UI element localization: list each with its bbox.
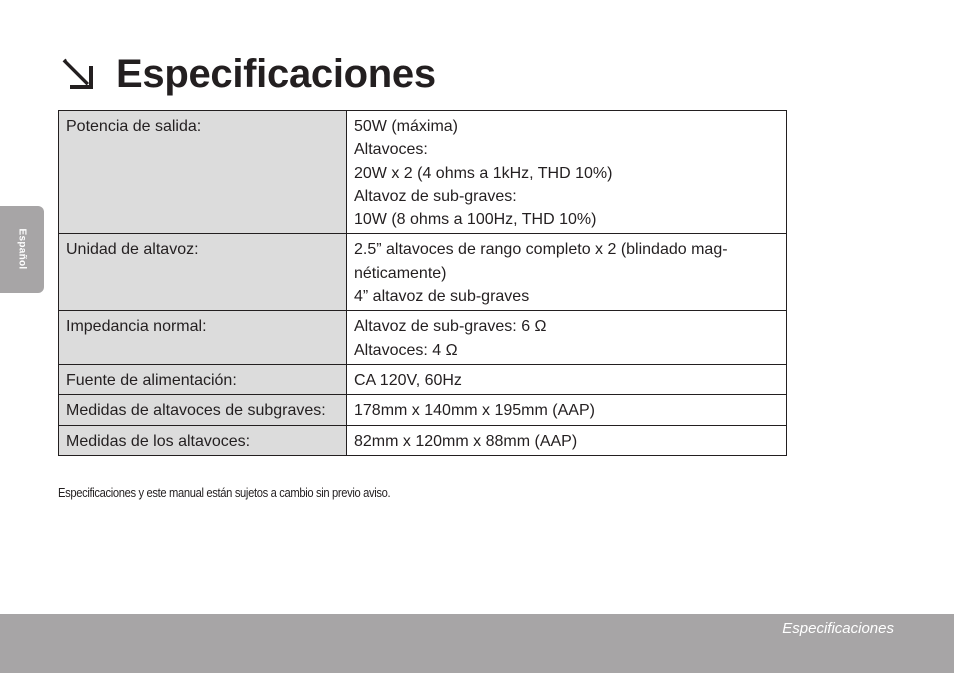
spec-value-line: 178mm x 140mm x 195mm (AAP) — [354, 402, 595, 420]
spec-value-line: Altavoz de sub-graves: — [354, 187, 517, 205]
page-title: Especificaciones — [116, 51, 436, 96]
table-row — [59, 311, 787, 365]
spec-value-line: 82mm x 120mm x 88mm (AAP) — [354, 432, 578, 450]
specifications-table — [58, 110, 787, 456]
spec-value-line: CA 120V, 60Hz — [354, 371, 462, 389]
spec-value — [347, 425, 787, 455]
page-heading — [58, 48, 436, 100]
spec-value — [347, 364, 787, 394]
spec-label: Unidad de altavoz: — [59, 234, 347, 311]
spec-value-line: 10W (8 ohms a 100Hz, THD 10%) — [354, 211, 597, 229]
disclaimer-note: Especificaciones y este manual están sujetos a cambio sin previo aviso. — [58, 485, 391, 500]
spec-value-line: 50W (máxima) — [354, 118, 459, 135]
spec-value-line: néticamente) — [354, 264, 447, 282]
spec-value-line: Altavoces: — [354, 141, 428, 159]
spec-label: Medidas de los altavoces: — [59, 425, 347, 455]
spec-value-line: 20W x 2 (4 ohms a 1kHz, THD 10%) — [354, 164, 613, 182]
spec-value-line: 4” altavoz de sub-graves — [354, 288, 530, 306]
spec-value — [347, 311, 787, 365]
footer-bar — [0, 614, 954, 673]
spec-value — [347, 234, 787, 311]
table-row — [59, 111, 787, 234]
table-row — [59, 395, 787, 425]
spec-label: Impedancia normal: — [59, 311, 347, 365]
spec-value — [347, 111, 787, 234]
footer-section-name: Especificaciones — [782, 620, 894, 637]
language-side-tab — [0, 206, 44, 293]
table-row — [59, 425, 787, 455]
spec-value — [347, 395, 787, 425]
spec-value-line: 2.5” altavoces de rango completo x 2 (blindado mag- — [354, 241, 728, 259]
spec-value-line: Altavoz de sub-graves: 6 Ω — [354, 318, 547, 336]
spec-label: Fuente de alimentación: — [59, 364, 347, 394]
spec-label: Medidas de altavoces de subgraves: — [59, 395, 347, 425]
table-row — [59, 234, 787, 311]
language-tab-label: Español — [16, 228, 28, 270]
spec-label: Potencia de salida: — [59, 111, 347, 234]
arrow-down-right-icon — [58, 54, 98, 94]
table-row — [59, 364, 787, 394]
spec-value-line: Altavoces: 4 Ω — [354, 341, 458, 359]
